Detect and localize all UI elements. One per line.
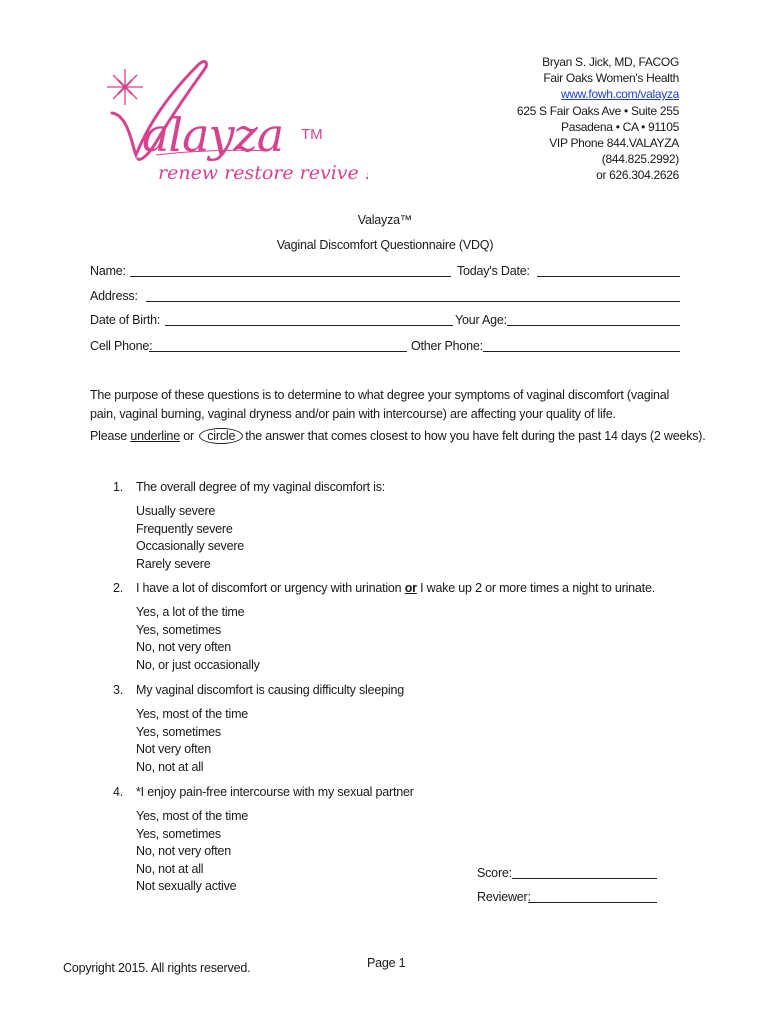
trademark-mark: TM — [301, 126, 323, 143]
question-4-text: *I enjoy pain-free intercourse with my sexual partner — [136, 785, 414, 799]
address-label: Address: — [90, 289, 138, 303]
answer-option[interactable]: Not sexually active — [136, 879, 237, 893]
answer-option[interactable]: No, or just occasionally — [136, 657, 260, 672]
question-2-text-a: I have a lot of discomfort or urgency with urination — [136, 581, 402, 595]
vip-phone: VIP Phone 844.VALAYZA — [549, 136, 679, 151]
name-label: Name: — [90, 264, 126, 278]
date-label: Today's Date: — [457, 264, 530, 278]
answer-option[interactable]: No, not very often — [136, 640, 232, 654]
alt-phone: or 626.304.2626 — [596, 168, 679, 183]
question-1-number: 1. — [113, 480, 124, 494]
answer-option[interactable]: Usually severe — [136, 504, 216, 518]
question-3-text: My vaginal discomfort is causing difficulty sleeping — [136, 683, 404, 697]
question-2-answers — [136, 604, 260, 674]
answer-option[interactable]: Yes, sometimes — [136, 826, 221, 841]
doctor-name: Bryan S. Jick, MD, FACOG — [542, 55, 679, 69]
instructions-or: or — [183, 429, 194, 443]
practice-name: Fair Oaks Women's Health — [543, 71, 679, 86]
question-2-number: 2. — [113, 581, 124, 595]
valayza-logo — [98, 55, 368, 195]
cell-label: Cell Phone: — [90, 339, 153, 353]
question-2-text — [136, 581, 655, 595]
instructions-rest: the answer that comes closest to how you have felt during the past 14 days (2 weeks). — [245, 429, 706, 443]
answer-option[interactable]: No, not at all — [136, 759, 204, 774]
question-1-text: The overall degree of my vaginal discomfort is: — [136, 480, 386, 494]
contact-block — [517, 54, 679, 184]
answer-option[interactable]: Yes, a lot of the time — [136, 605, 245, 619]
question-4-answers — [136, 808, 248, 896]
answer-option[interactable]: Frequently severe — [136, 521, 233, 536]
answer-option[interactable]: Yes, most of the time — [136, 707, 249, 721]
score-label: Score: — [477, 866, 512, 880]
street-address: 625 S Fair Oaks Ave • Suite 255 — [516, 103, 679, 118]
answer-option[interactable]: Yes, sometimes — [136, 622, 221, 637]
dob-label: Date of Birth: — [90, 313, 161, 327]
page-number: Page 1 — [367, 956, 406, 970]
question-1-answers — [136, 503, 244, 573]
address-field[interactable] — [146, 301, 680, 302]
question-2-or: or — [404, 581, 417, 595]
website-link[interactable]: www.fowh.com/valayza — [560, 87, 679, 102]
city-address: Pasadena • CA • 91105 — [561, 119, 679, 134]
answer-option[interactable]: No, not very often — [136, 844, 232, 858]
answer-option[interactable]: Yes, sometimes — [136, 724, 221, 739]
dob-field[interactable] — [165, 325, 453, 326]
copyright: Copyright 2015. All rights reserved. — [63, 961, 251, 975]
cell-field[interactable] — [149, 351, 407, 352]
form-title: Valayza™ — [357, 213, 413, 227]
answer-option[interactable]: No, not at all — [136, 861, 204, 876]
question-3-answers — [136, 706, 248, 776]
score-field[interactable] — [512, 878, 657, 879]
form-subtitle: Vaginal Discomfort Questionnaire (VDQ) — [276, 238, 494, 252]
answer-option[interactable]: Occasionally severe — [136, 539, 245, 553]
age-label: Your Age: — [455, 313, 507, 327]
logo-tagline: renew restore revive ! — [158, 162, 368, 184]
other-phone-field[interactable] — [483, 351, 680, 352]
reviewer-label: Reviewer: — [477, 890, 531, 904]
question-3-number: 3. — [113, 683, 124, 697]
answer-option[interactable]: Yes, most of the time — [136, 809, 249, 823]
instructions-underline: underline — [130, 429, 180, 443]
valayza-logo-graphic — [98, 55, 368, 195]
logo-wordmark: alayza — [142, 108, 284, 162]
purpose-text: The purpose of these questions is to determine to what degree your symptoms of vaginal discomfort (vaginal pain, vaginal burning, vaginal dryness and/or pain with intercourse) are affecting your quality of life. — [90, 388, 670, 421]
instructions-please: Please — [90, 429, 128, 443]
age-field[interactable] — [507, 325, 680, 326]
question-2-text-b: I wake up 2 or more times a night to urinate. — [420, 581, 655, 595]
name-field[interactable] — [130, 276, 451, 277]
question-4-number: 4. — [113, 785, 124, 799]
date-field[interactable] — [537, 276, 680, 277]
instructions — [90, 428, 710, 444]
phone-numeric: (844.825.2992) — [601, 152, 679, 167]
answer-option[interactable]: Not very often — [136, 742, 212, 756]
instructions-circle: circle — [199, 428, 243, 444]
reviewer-field[interactable] — [528, 902, 657, 903]
answer-option[interactable]: Rarely severe — [136, 556, 211, 571]
other-phone-label: Other Phone: — [411, 339, 483, 353]
